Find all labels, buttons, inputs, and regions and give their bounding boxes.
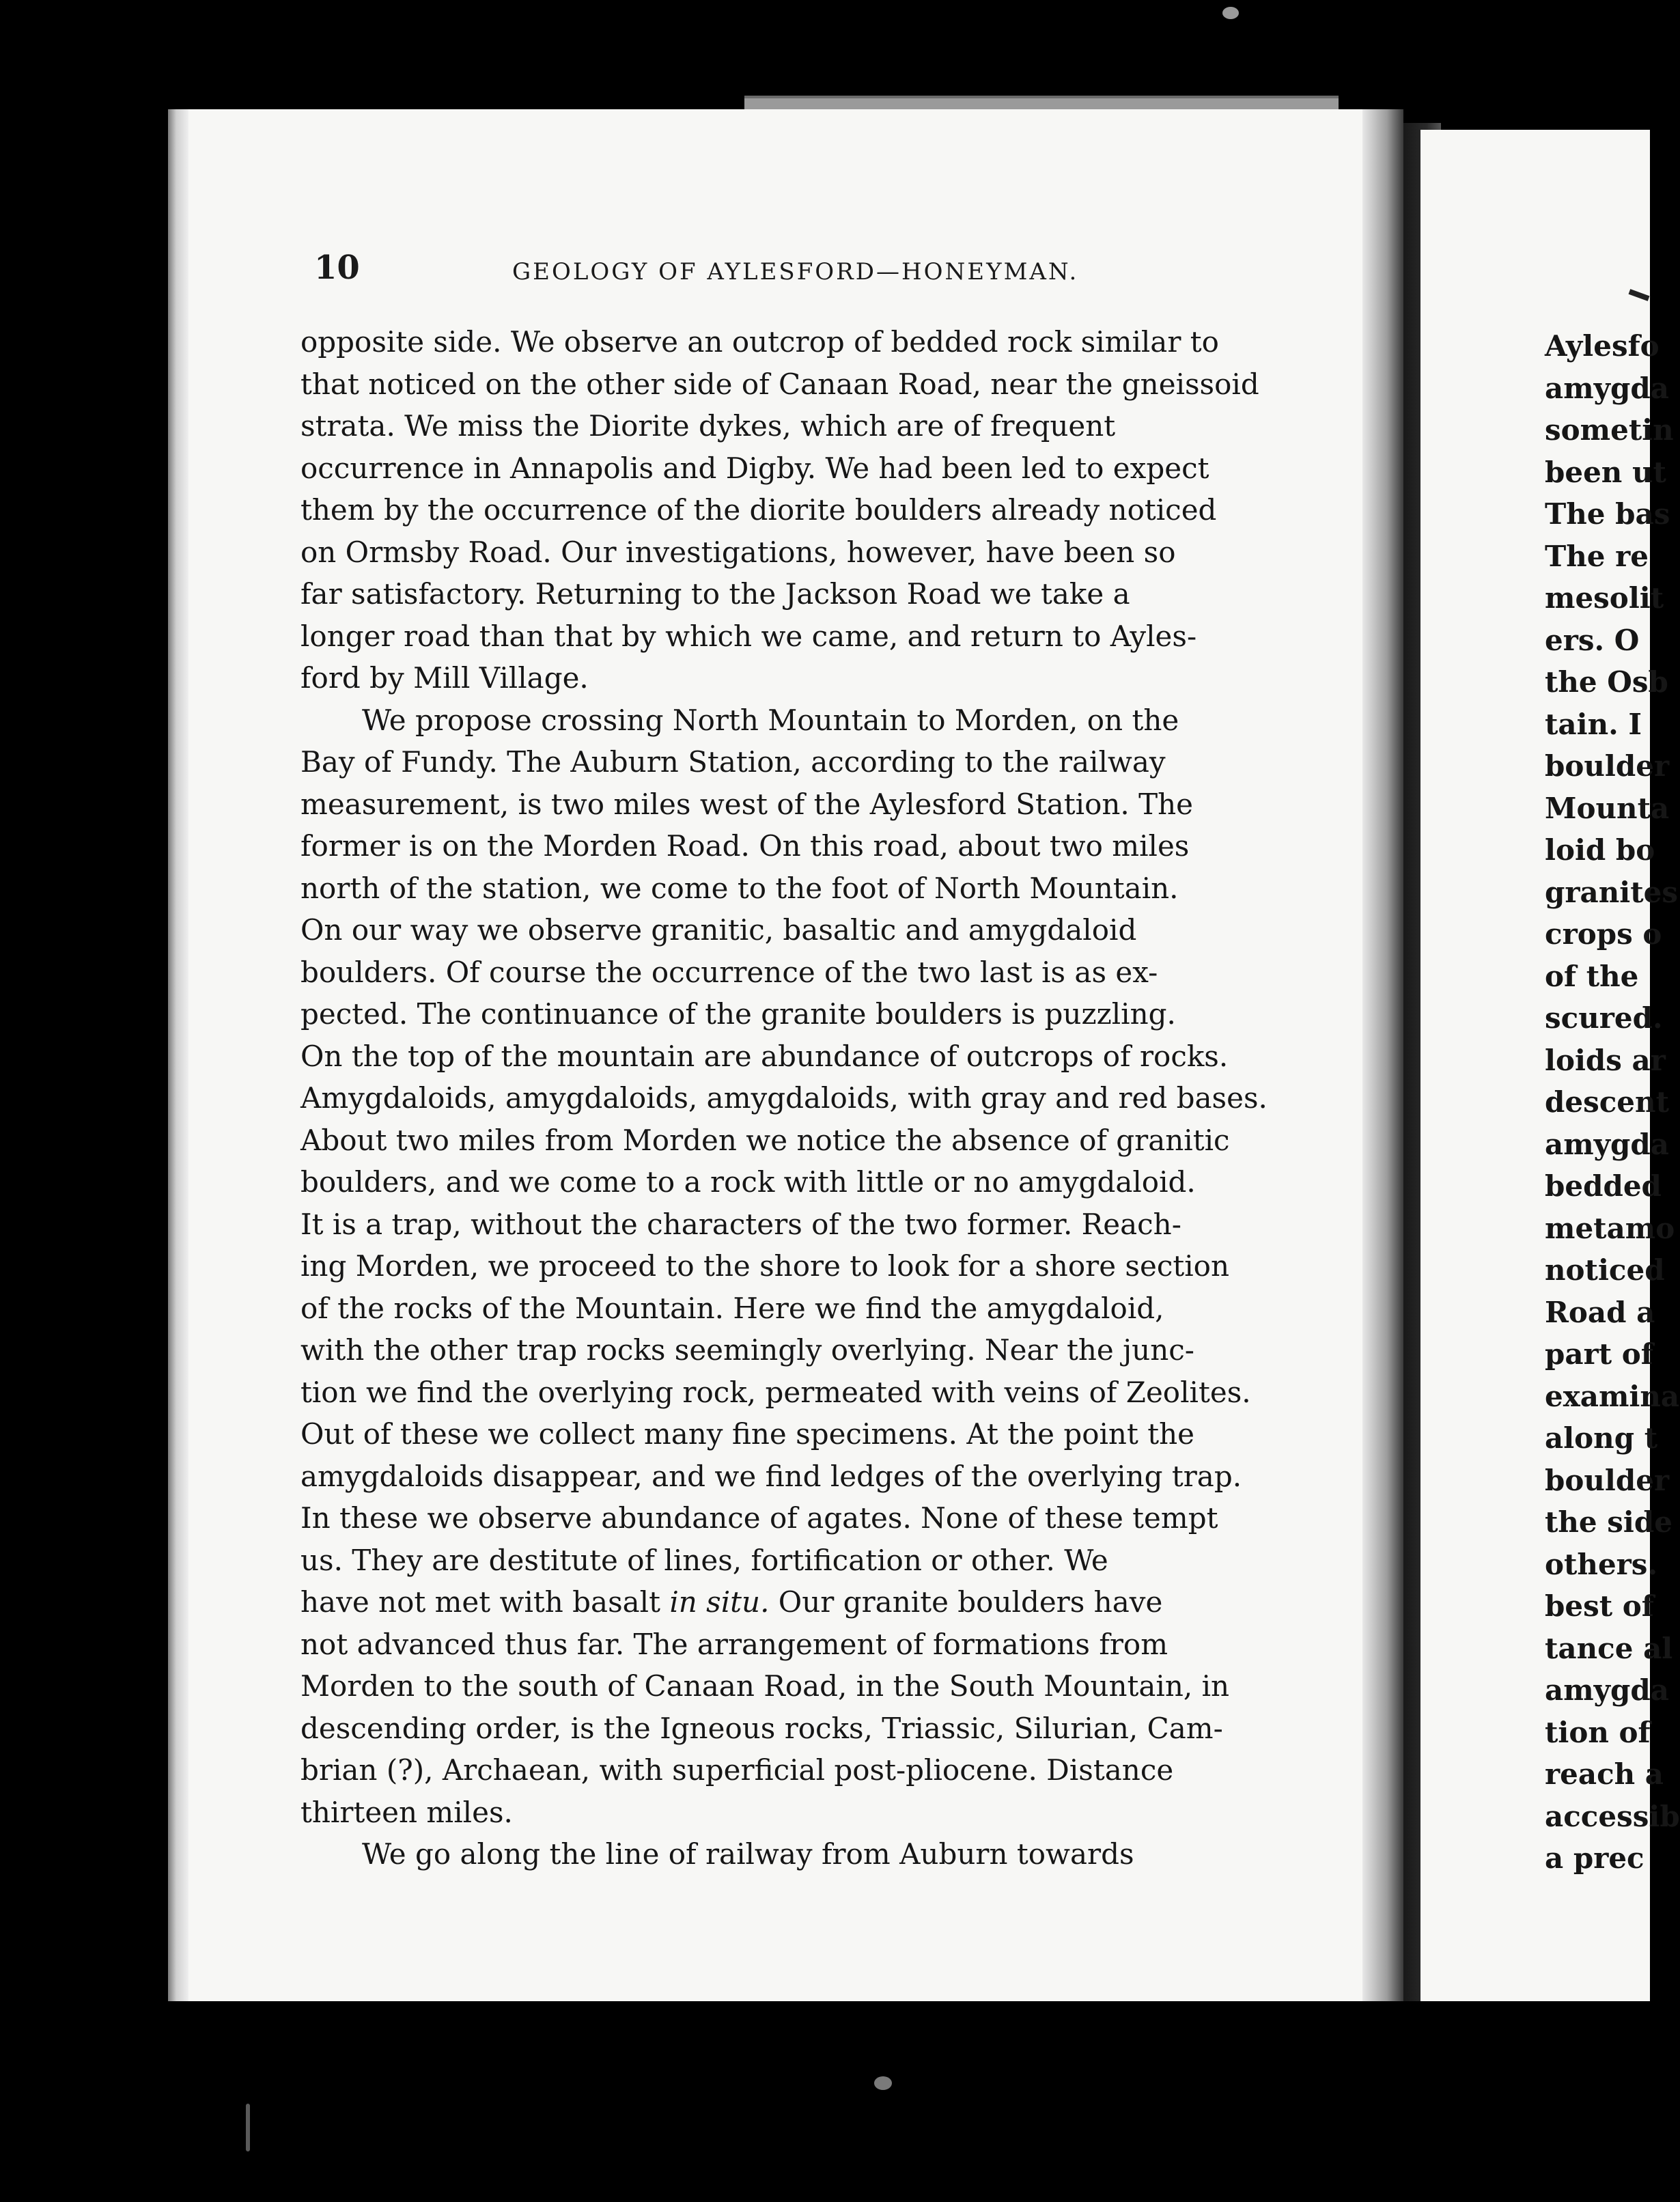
left-page-edge [168,109,188,2001]
text-line: boulder [1545,749,1670,783]
text-line: opposite side. We observe an outcrop of bedded rock similar to [300,325,1219,359]
text-line: metamo [1545,1211,1675,1245]
text-line: measurement, is two miles west of the Aylesford Station. The [300,787,1194,821]
text-line: Aylesfo [1545,329,1660,363]
text-line: crops o [1545,917,1662,951]
text-line: north of the station, we come to the foot of North Mountain. [300,871,1179,905]
text-line: In these we observe abundance of agates. None of these tempt [300,1501,1218,1535]
text-line: the side [1545,1505,1672,1539]
text-line: of the rocks of the Mountain. Here we find the amygdaloid, [300,1291,1164,1325]
left-page-body [300,321,1268,1876]
text-line: noticed [1545,1253,1665,1287]
text-line: The re [1545,539,1649,573]
text-line: them by the occurrence of the diorite boulders already noticed [300,493,1217,527]
scan-speck [1222,7,1239,19]
text-line: loid bo [1545,833,1655,867]
text-line: along t [1545,1421,1658,1455]
text-line: not advanced thus far. The arrangement of formations from [300,1627,1168,1661]
text-line: amygda [1545,1127,1670,1161]
text-line: descent [1545,1085,1669,1119]
text-line: a prec [1545,1841,1644,1875]
text-line: Road a [1545,1295,1655,1329]
text-line: loids ar [1545,1043,1666,1077]
text-line: bedded [1545,1169,1662,1203]
text-line: amygdaloids disappear, and we find ledges of the overlying trap. [300,1459,1242,1493]
running-head [314,249,1257,294]
text-line: brian (?), Archaean, with superficial post-pliocene. Distance [300,1753,1174,1787]
text-line: far satisfactory. Returning to the Jackson Road we take a [300,577,1130,611]
text-line: on Ormsby Road. Our investigations, however, have been so [300,535,1176,569]
text-line: sometin [1545,413,1674,447]
left-page-shadow [1362,109,1403,2001]
text-line: ford by Mill Village. [300,661,589,695]
text-line: us. They are destitute of lines, fortification or other. We [300,1543,1108,1577]
text-line: former is on the Morden Road. On this road, about two miles [300,829,1190,863]
text-line: On the top of the mountain are abundance of outcrops of rocks. [300,1039,1229,1073]
text-line: strata. We miss the Diorite dykes, which are of frequent [300,409,1116,443]
text-line: tion of [1545,1715,1651,1749]
text-line: boulders. Of course the occurrence of the two last is as ex- [300,955,1158,989]
text-line: Morden to the south of Canaan Road, in the South Mountain, in [300,1669,1230,1703]
text-line: others. [1545,1547,1658,1581]
paragraph-start-line: We go along the line of railway from Auburn towards [362,1837,1134,1871]
text-line: amygda [1545,371,1670,405]
text-line: longer road than that by which we came, and return to Ayles- [300,619,1197,653]
running-title: GEOLOGY OF AYLESFORD—HONEYMAN. [512,258,1079,285]
text-line: Amygdaloids, amygdaloids, amygdaloids, with gray and red bases. [300,1081,1268,1115]
text-line: ers. O [1545,623,1640,657]
text-line: pected. The continuance of the granite boulders is puzzling. [300,997,1176,1031]
text-line: with the other trap rocks seemingly overlying. Near the junc- [300,1333,1194,1367]
text-line: amygda [1545,1673,1670,1707]
text-line: tain. I [1545,707,1642,741]
paragraph-start-line: We propose crossing North Mountain to Morden, on the [362,703,1179,737]
text-line: Mounta [1545,791,1670,825]
text-line: The bas [1545,497,1670,531]
text-line: scured. [1545,1001,1663,1035]
scan-speck [246,2104,250,2151]
text-line-with-italic [300,1581,1263,1623]
text-line: part of [1545,1337,1653,1371]
text-line-end: Our granite boulders have [769,1585,1163,1619]
text-line: examina [1545,1379,1680,1413]
text-line: tance al [1545,1631,1673,1665]
text-line: On our way we observe granitic, basaltic and amygdaloid [300,913,1137,947]
text-line: descending order, is the Igneous rocks, Triassic, Silurian, Cam- [300,1711,1223,1745]
text-line: Out of these we collect many fine specimens. At the point the [300,1417,1194,1451]
text-line: tion we find the overlying rock, permeated with veins of Zeolites. [300,1375,1251,1409]
text-line: of the [1545,959,1639,993]
text-line: thirteen miles. [300,1795,513,1829]
text-line: been ut [1545,455,1666,489]
italic-phrase: in situ. [669,1585,770,1619]
text-line: that noticed on the other side of Canaan Road, near the gneissoid [300,367,1259,401]
text-line: the Osb [1545,665,1668,699]
text-line: granites [1545,875,1678,909]
text-line: reach a [1545,1757,1664,1791]
text-line-start: have not met with basalt [300,1585,670,1619]
text-line: boulders, and we come to a rock with little or no amygdaloid. [300,1165,1196,1199]
scan-speck [874,2076,892,2090]
text-line: ing Morden, we proceed to the shore to look for a shore section [300,1249,1229,1283]
text-line: best of [1545,1589,1654,1623]
page-number: 10 [314,249,360,287]
text-line: It is a trap, without the characters of the two former. Reach- [300,1207,1181,1241]
text-line: Bay of Fundy. The Auburn Station, according to the railway [300,745,1166,779]
text-line: boulder [1545,1463,1670,1497]
right-page-body [1545,325,1680,1880]
text-line: accessib [1545,1799,1680,1833]
text-line: About two miles from Morden we notice the absence of granitic [300,1123,1230,1157]
text-line: occurrence in Annapolis and Digby. We had been led to expect [300,451,1209,485]
text-line: mesolit [1545,581,1664,615]
